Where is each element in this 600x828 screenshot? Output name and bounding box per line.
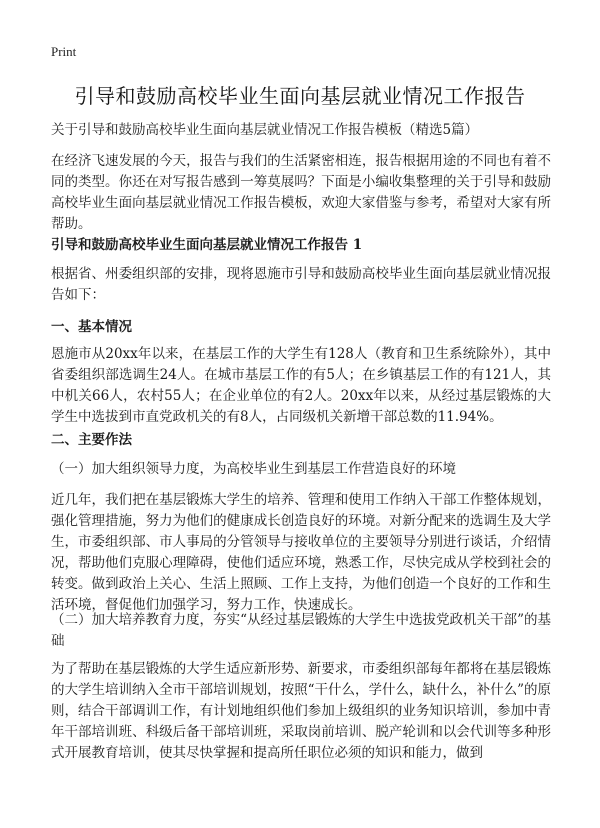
section-methods-heading: 二、主要作法: [51, 432, 132, 448]
page-title: 引导和鼓励高校毕业生面向基层就业情况工作报告: [74, 84, 526, 108]
subsection-1-paragraph: 近几年，我们把在基层锻炼大学生的培养、管理和使用工作纳入干部工作整体规划，强化管理措施，努力为他们的健康成长创造良好的环境。对新分配来的选调生及大学生，市委组织部、市人事局的分管领导与接收单位的主要领导分别进行谈话，介绍情况，帮助他们克服心理障碍，使他们适应环境，熟悉工作，尽快完成从学校到社会的转变。做到政治上关心、生活上照顾、工作上支持，为他们创造一个良好的工作和生活环境，督促他们加强学习，努力工作，快速成长。: [51, 492, 551, 613]
section-basic-heading: 一、基本情况: [51, 319, 132, 335]
report-1-heading: 引导和鼓励高校毕业生面向基层就业情况工作报告 1: [51, 237, 363, 253]
print-link[interactable]: Print: [51, 44, 77, 59]
subsection-2-paragraph: 为了帮助在基层锻炼的大学生适应新形势、新要求，市委组织部每年都将在基层锻炼的大学生培训纳入全市干部培训规划，按照“干什么，学什么，缺什么，补什么”的原则，结合干部调训工作，有计划地组织他们参加上级组织的业务知识培训，参加中青年干部培训班、科级后备干部培训班，采取岗前培训、脱产轮训和以会代训等多种形式开展教育培训，使其尽快掌握和提高所任职位必须的知识和能力，做到: [51, 661, 551, 761]
subsection-1-heading: （一）加大组织领导力度，为高校毕业生到基层工作营造良好的环境: [51, 461, 456, 477]
arrangement-paragraph: 根据省、州委组织部的安排，现将恩施市引导和鼓励高校毕业生面向基层就业情况报告如下：: [51, 266, 551, 303]
intro-paragraph: 在经济飞速发展的今天，报告与我们的生活紧密相连，报告根据用途的不同也有着不同的类型。你还在对写报告感到一筹莫展吗？下面是小编收集整理的关于引导和鼓励高校毕业生面向基层就业情况工作报告模板，欢迎大家借鉴与参考，希望对大家有所帮助。: [51, 153, 551, 232]
section-basic-paragraph: 恩施市从20xx年以来，在基层工作的大学生有128人（教育和卫生系统除外），其中省委组织部选调生24人。在城市基层工作的有5人；在乡镇基层工作的有121人，其中机关66人，农村55人；在企业单位的有2人。20xx年以来，从经过基层锻炼的大学生中选拔到市直党政机关的有8人，占同级机关新增干部总数的11.94%。: [51, 346, 551, 425]
subsection-2-heading: （二）加大培养教育力度，夯实“从经过基层锻炼的大学生中选拔党政机关干部”的基础: [51, 612, 551, 649]
document-subtitle: 关于引导和鼓励高校毕业生面向基层就业情况工作报告模板（精选5篇）: [51, 122, 479, 138]
